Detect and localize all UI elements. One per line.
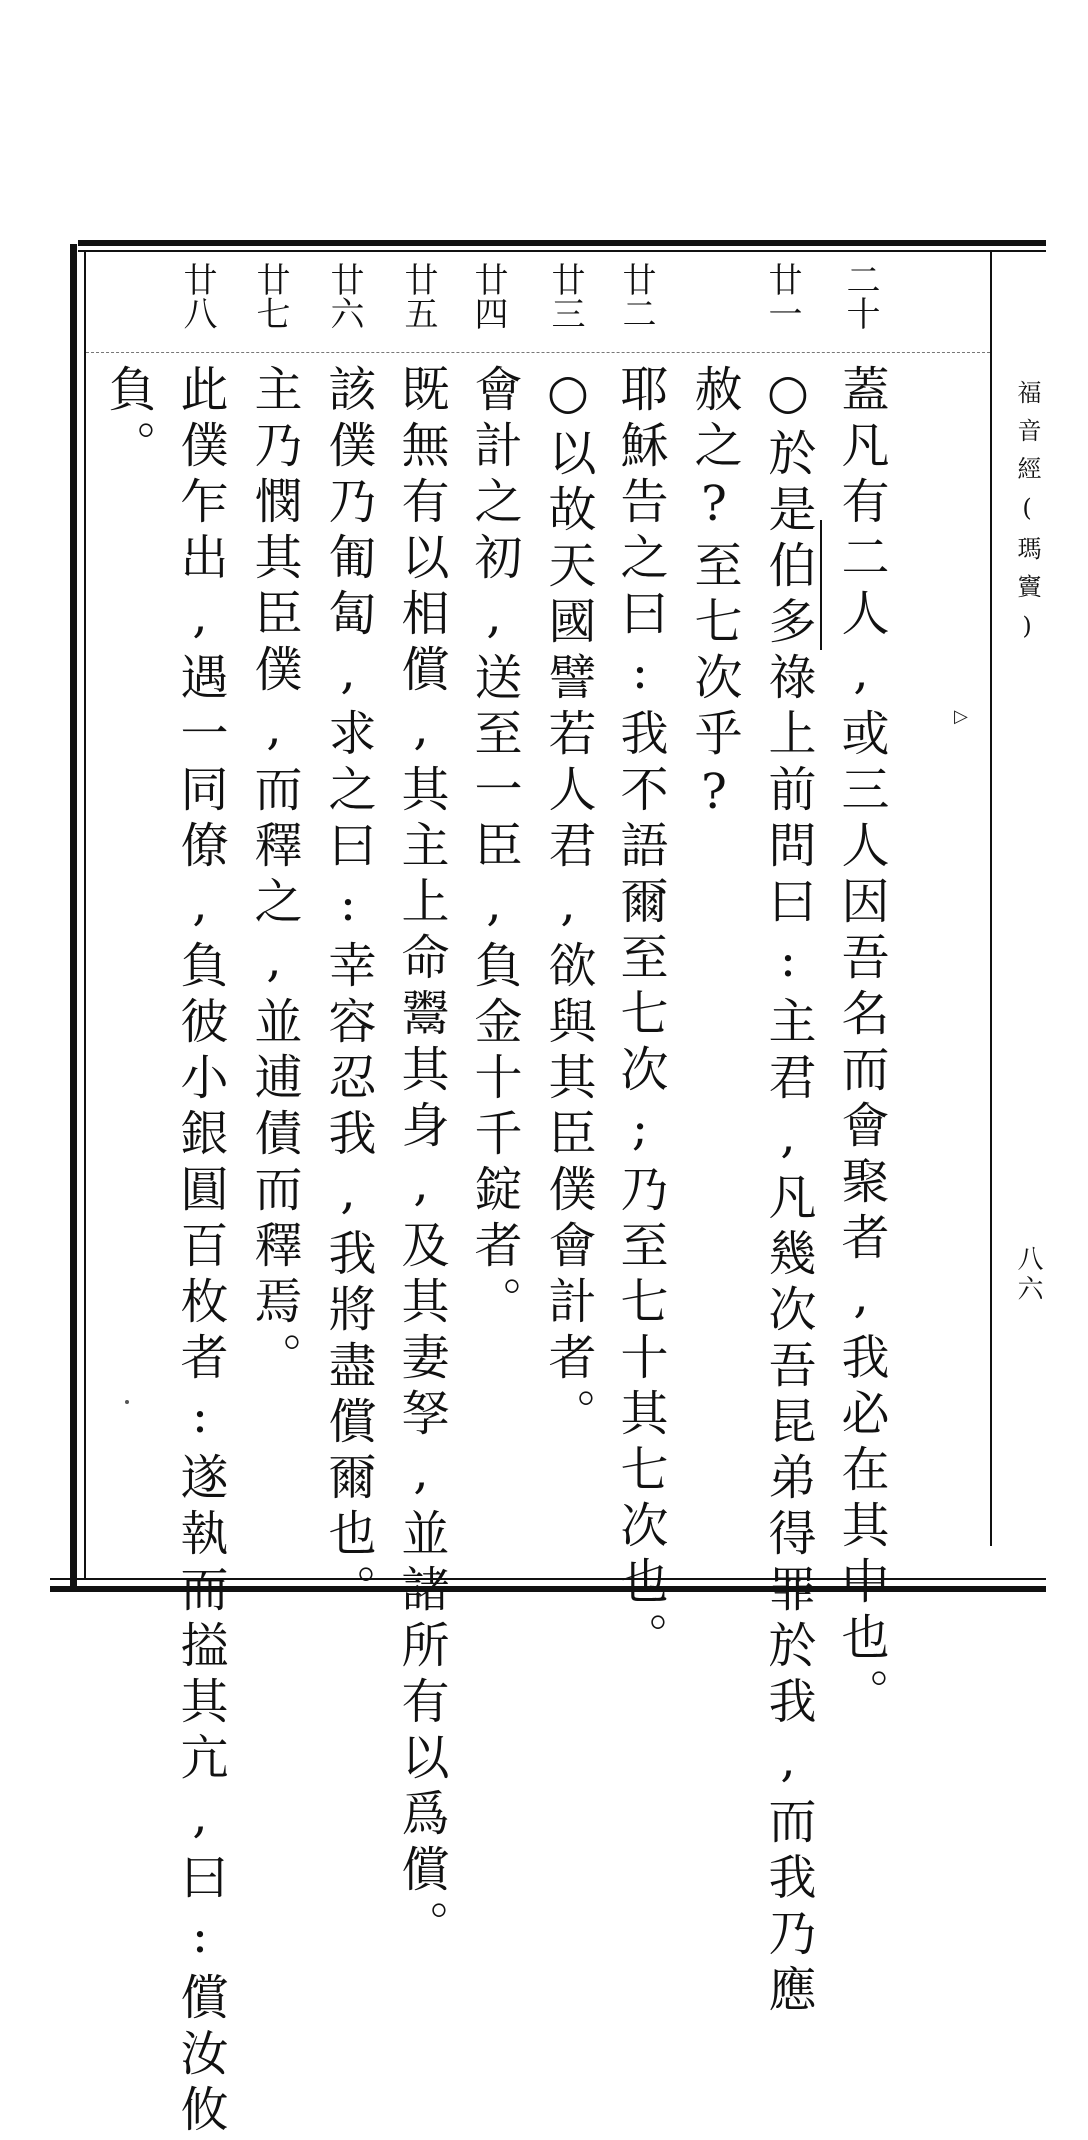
verse-text-27: 主乃憫其臣僕,而釋之,並逋債而釋焉。 xyxy=(246,364,302,1388)
verse-number-27: 廿七 xyxy=(250,262,290,330)
running-title: 福音經(瑪竇) xyxy=(1013,380,1041,654)
verse-text-23: ○以故天國譬若人君,欲與其臣僕會計者。 xyxy=(540,364,596,1444)
frame-left-inner-border xyxy=(84,250,86,1580)
verse-text-25: 既無有以相償,其主上命鬻其身,及其妻孥,並諸所有以爲償。 xyxy=(393,364,449,1956)
verse-number-25: 廿五 xyxy=(398,262,438,330)
verse-number-26: 廿六 xyxy=(324,262,364,330)
frame-left-border xyxy=(70,244,77,1590)
verse-number-21: 廿一 xyxy=(762,262,802,330)
verse-text-24: 會計之初,送至一臣,負金十千錠者。 xyxy=(466,364,522,1332)
verse-number-22: 廿二 xyxy=(616,262,656,330)
proper-name-mark xyxy=(820,520,822,650)
verse-text-22: 耶穌告之曰:我不語爾至七次;乃至七十其七次也。 xyxy=(612,364,668,1668)
verse-text-21: ○於是伯多祿上前問曰:主君,凡幾次吾昆弟得罪於我,而我乃應 xyxy=(760,364,816,2020)
verse-text-21-continued: 赦之?至七次乎? xyxy=(686,364,742,828)
frame-top-inner-border xyxy=(78,250,1046,252)
verse-number-28: 廿八 xyxy=(177,262,217,330)
frame-top-border xyxy=(78,240,1046,246)
verse-number-20: 二十 xyxy=(840,262,880,330)
verse-number-divider xyxy=(86,352,990,353)
verse-text-26: 該僕乃匍匐,求之曰:幸容忍我,我將盡償爾也。 xyxy=(320,364,376,1620)
verse-text-28: 此僕乍出,遇一同僚,負彼小銀圓百枚者:遂執而搤其亢,曰:償汝攸 xyxy=(172,364,228,2140)
ink-dot xyxy=(125,1400,129,1404)
frame-right-border xyxy=(990,250,992,1546)
page-number: 八六 xyxy=(1013,1245,1043,1305)
triangle-mark-icon: ▷ xyxy=(954,706,968,727)
verse-text-20: 蓋凡有二人,或三人因吾名而會聚者,我必在其中也。 xyxy=(833,364,889,1724)
verse-number-23: 廿三 xyxy=(545,262,585,330)
verse-number-24: 廿四 xyxy=(468,262,508,330)
verse-text-28-continued: 負。 xyxy=(100,364,156,476)
